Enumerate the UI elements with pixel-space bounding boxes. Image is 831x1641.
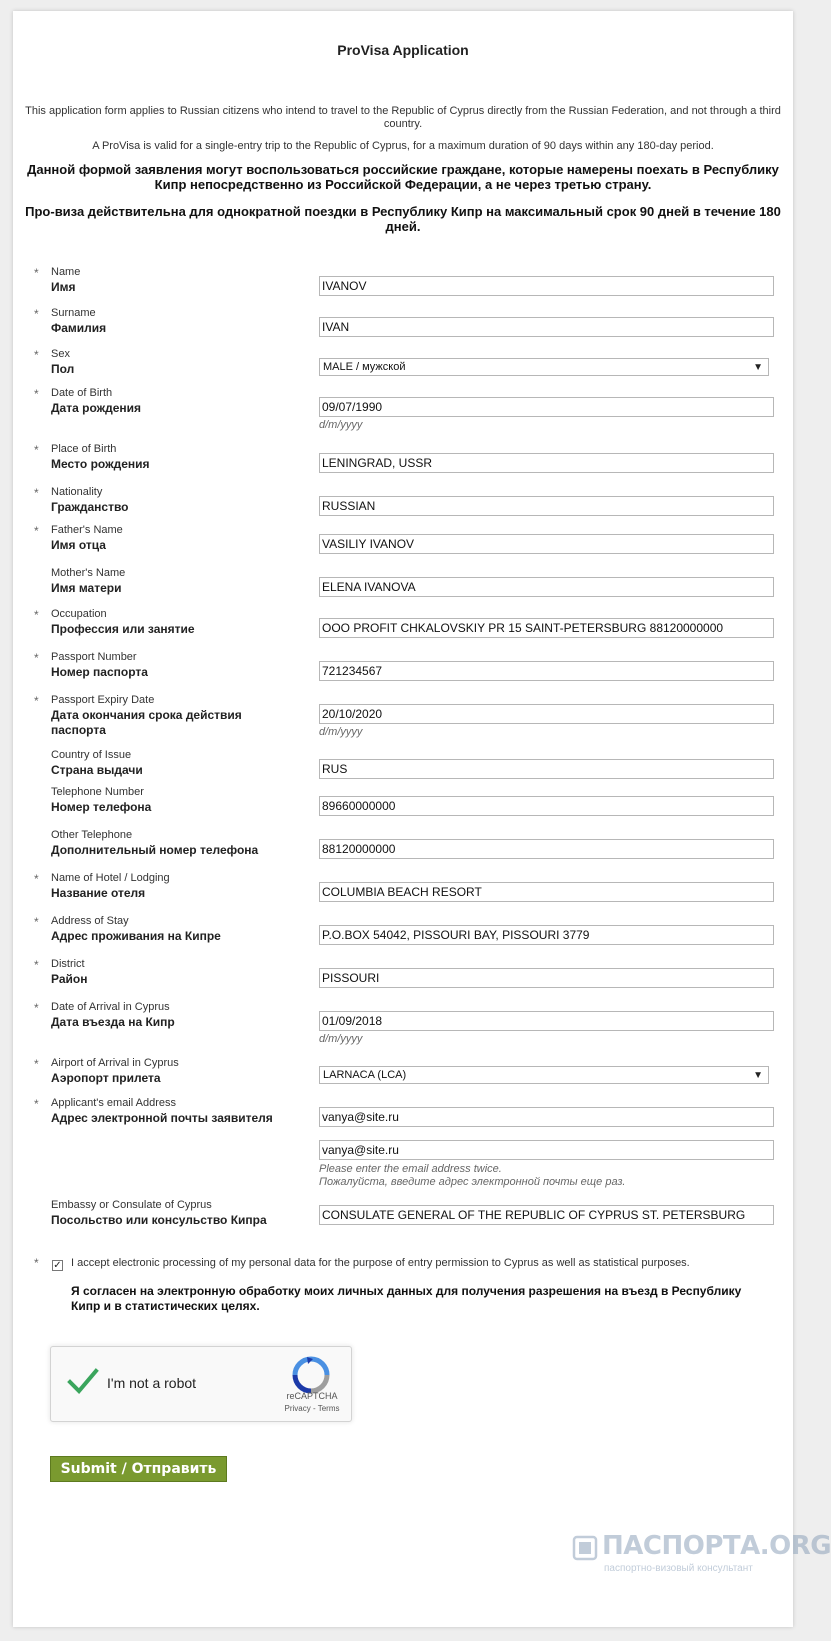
address-input[interactable]: P.O.BOX 54042, PISSOURI BAY, PISSOURI 3779 (319, 925, 774, 945)
submit-button[interactable]: Submit / Отправить (50, 1456, 227, 1482)
date-format-hint: d/m/yyyy (319, 1033, 363, 1045)
consent-text-ru: Я согласен на электронную обработку моих личных данных для получения разрешения на въезд в Республику Кипр и в статистических целях. (71, 1284, 742, 1313)
required-mark: * (34, 348, 39, 362)
label-ru: Пол (51, 362, 75, 376)
airport-select-value: LARNACA (LCA) (323, 1069, 407, 1081)
required-mark: * (34, 958, 39, 972)
sex-select[interactable] (319, 358, 769, 376)
email-hint-ru: Пожалуйста, введите адрес электронной почты еще раз. (319, 1176, 626, 1188)
nationality-input[interactable]: RUSSIAN (319, 496, 774, 516)
passport-logo-icon (572, 1535, 598, 1561)
consent-checkbox[interactable]: ✓ (53, 1260, 62, 1271)
email-confirm-input[interactable]: vanya@site.ru (319, 1140, 774, 1160)
required-mark: * (34, 608, 39, 622)
name-input[interactable]: IVANOV (319, 276, 774, 296)
hotel-input[interactable]: COLUMBIA BEACH RESORT (319, 882, 774, 902)
recaptcha-terms-link[interactable]: Privacy - Terms (284, 1404, 340, 1413)
father-name-input[interactable]: VASILIY IVANOV (319, 534, 774, 554)
required-mark: * (34, 387, 39, 401)
label-en: Surname (51, 307, 96, 319)
required-mark: * (34, 651, 39, 665)
label-ru: Дата рождения (51, 401, 142, 415)
required-mark: * (34, 872, 39, 886)
email-input[interactable]: vanya@site.ru (319, 1107, 774, 1127)
required-mark: * (34, 1001, 39, 1015)
required-mark: * (34, 307, 39, 321)
label-ru: Профессия или занятие (51, 622, 195, 636)
label-ru: Посольство или консульство Кипра (51, 1213, 267, 1227)
date-format-hint: d/m/yyyy (319, 726, 363, 738)
district-input[interactable]: PISSOURI (319, 968, 774, 988)
recaptcha-brand: reCAPTCHA (286, 1391, 338, 1401)
label-ru: Район (51, 972, 88, 986)
label-ru: Адрес проживания на Кипре (51, 929, 221, 943)
required-mark: * (34, 1057, 39, 1071)
date-format-hint: d/m/yyyy (319, 419, 363, 431)
intro-en-2: A ProVisa is valid for a single-entry trip to the Republic of Cyprus, for a maximum duration of 90 days within any 180-day period. (92, 140, 714, 152)
sex-select-value: MALE / мужской (323, 361, 406, 373)
dropdown-arrow-icon: ▼ (753, 362, 763, 373)
country-of-issue-input[interactable]: RUS (319, 759, 774, 779)
passport-number-input[interactable]: 721234567 (319, 661, 774, 681)
label-ru: Номер телефона (51, 800, 152, 814)
label-en: Name (51, 266, 81, 278)
intro-ru-1: Данной формой заявления могут воспользоваться российские граждане, которые намерены поехать в Республику Кипр непосредственно из Российской Федерации, а не через третью страну. (27, 162, 779, 192)
dropdown-arrow-icon: ▼ (753, 1070, 763, 1081)
mother-name-input[interactable]: ELENA IVANOVA (319, 577, 774, 597)
watermark-text: ПАСПОРТА.ORG (602, 1531, 831, 1561)
checkmark-icon[interactable] (67, 1365, 99, 1397)
label-ru: Аэропорт прилета (51, 1071, 161, 1085)
surname-input[interactable]: IVAN (319, 317, 774, 337)
label-en: Passport Expiry Date (51, 694, 155, 706)
label-en: Other Telephone (51, 829, 133, 841)
intro-ru-2: Про-виза действительна для однократной поездки в Республику Кипр на максимальный срок 90 дней в течение 180 дней. (25, 204, 781, 234)
recaptcha-label: I'm not a robot (107, 1375, 197, 1391)
email-hint-en: Please enter the email address twice. (319, 1163, 502, 1175)
label-ru: Страна выдачи (51, 763, 143, 777)
label-ru: Адрес электронной почты заявителя (51, 1111, 273, 1125)
consent-text-en: I accept electronic processing of my personal data for the purpose of entry permission to Cyprus as well as statistical purposes. (71, 1257, 690, 1269)
intro-en-1: This application form applies to Russian citizens who intend to travel to the Republic of Cyprus directly from the Russian Federation, and not through a third country. (25, 105, 781, 130)
label-en: Date of Birth (51, 387, 113, 399)
label-en: District (51, 958, 85, 970)
required-mark: * (34, 524, 39, 538)
label-en: Name of Hotel / Lodging (51, 872, 170, 884)
label-en: Nationality (51, 486, 103, 498)
label-ru: Номер паспорта (51, 665, 148, 679)
label-en: Applicant's email Address (51, 1097, 176, 1109)
recaptcha-widget[interactable] (50, 1346, 352, 1422)
label-en: Occupation (51, 608, 107, 620)
label-ru: Дата окончания срока действия паспорта (51, 708, 242, 737)
label-ru: Гражданство (51, 500, 129, 514)
watermark-subtext: паспортно-визовый консультант (604, 1563, 753, 1574)
label-en: Airport of Arrival in Cyprus (51, 1057, 179, 1069)
label-ru: Имя (51, 280, 76, 294)
label-en: Place of Birth (51, 443, 117, 455)
required-mark: * (34, 486, 39, 500)
label-en: Country of Issue (51, 749, 132, 761)
occupation-input[interactable]: OOO PROFIT CHKALOVSKIY PR 15 SAINT-PETERSBURG 88120000000 (319, 618, 774, 638)
form-card (13, 11, 793, 1627)
label-en: Father's Name (51, 524, 123, 536)
label-ru: Фамилия (51, 321, 107, 335)
label-en: Date of Arrival in Cyprus (51, 1001, 170, 1013)
embassy-input[interactable]: CONSULATE GENERAL OF THE REPUBLIC OF CYPRUS ST. PETERSBURG (319, 1205, 774, 1225)
other-telephone-input[interactable]: 88120000000 (319, 839, 774, 859)
dob-input[interactable]: 09/07/1990 (319, 397, 774, 417)
watermark (572, 1529, 831, 1589)
telephone-input[interactable]: 89660000000 (319, 796, 774, 816)
required-mark: * (34, 266, 39, 280)
arrival-date-input[interactable]: 01/09/2018 (319, 1011, 774, 1031)
label-ru: Место рождения (51, 457, 150, 471)
label-en: Mother's Name (51, 567, 126, 579)
required-mark: * (34, 694, 39, 708)
label-en: Embassy or Consulate of Cyprus (51, 1199, 212, 1211)
passport-expiry-input[interactable]: 20/10/2020 (319, 704, 774, 724)
required-mark: * (34, 1097, 39, 1111)
label-ru: Имя матери (51, 581, 122, 595)
required-mark: * (34, 915, 39, 929)
label-ru: Дополнительный номер телефона (51, 843, 259, 857)
page-title: ProVisa Application (337, 42, 469, 58)
label-en: Passport Number (51, 651, 137, 663)
recaptcha-logo-icon (291, 1355, 331, 1395)
label-en: Telephone Number (51, 786, 144, 798)
label-ru: Название отеля (51, 886, 146, 900)
required-mark: * (34, 1256, 39, 1270)
required-mark: * (34, 443, 39, 457)
label-ru: Дата въезда на Кипр (51, 1015, 175, 1029)
airport-select[interactable] (319, 1066, 769, 1084)
label-en: Address of Stay (51, 915, 129, 927)
pob-input[interactable]: LENINGRAD, USSR (319, 453, 774, 473)
label-ru: Имя отца (51, 538, 106, 552)
label-en: Sex (51, 348, 70, 360)
